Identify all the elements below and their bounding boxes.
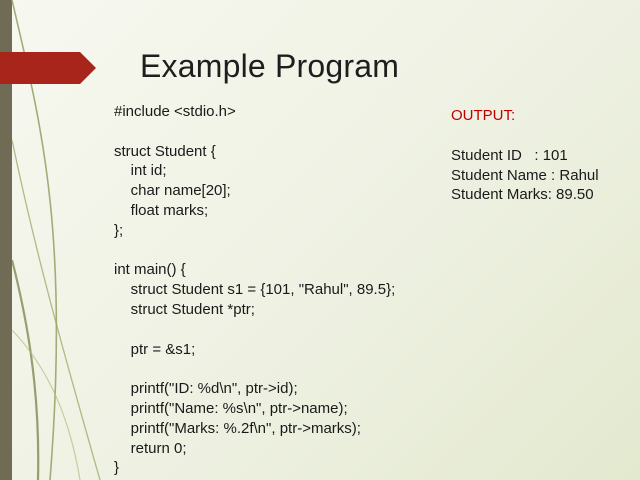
code-line: char name[20]; — [114, 182, 231, 200]
code-line: struct Student { — [114, 142, 216, 160]
output-label: OUTPUT: — [451, 107, 516, 124]
code-line: printf("ID: %d\n", ptr->id); — [114, 380, 298, 398]
code-line: #include <stdio.h> — [114, 103, 236, 120]
output-line: Student Marks: 89.50 — [451, 186, 594, 203]
code-line — [114, 359, 395, 379]
code-line: } — [114, 459, 120, 477]
code-line: int main() { — [114, 261, 186, 279]
code-line: int id; — [114, 162, 167, 180]
code-line: printf("Name: %s\n", ptr->name); — [114, 399, 348, 417]
code-line — [114, 241, 395, 261]
code-block — [114, 102, 395, 478]
title-accent-tab — [0, 52, 100, 84]
code-line: struct Student s1 = {101, "Rahul", 89.5}; — [114, 281, 396, 299]
code-line: return 0; — [114, 439, 187, 457]
code-line: float marks; — [114, 201, 209, 219]
output-line: Student ID : 101 — [451, 147, 568, 164]
code-line — [114, 320, 395, 340]
code-line: }; — [114, 221, 124, 239]
code-line: struct Student *ptr; — [114, 300, 255, 318]
output-block — [451, 146, 599, 205]
code-line — [114, 122, 395, 142]
slide-title: Example Program — [140, 48, 400, 84]
code-line: printf("Marks: %.2f\n", ptr->marks); — [114, 419, 361, 437]
output-line: Student Name : Rahul — [451, 166, 599, 184]
code-line: ptr = &s1; — [114, 340, 196, 358]
